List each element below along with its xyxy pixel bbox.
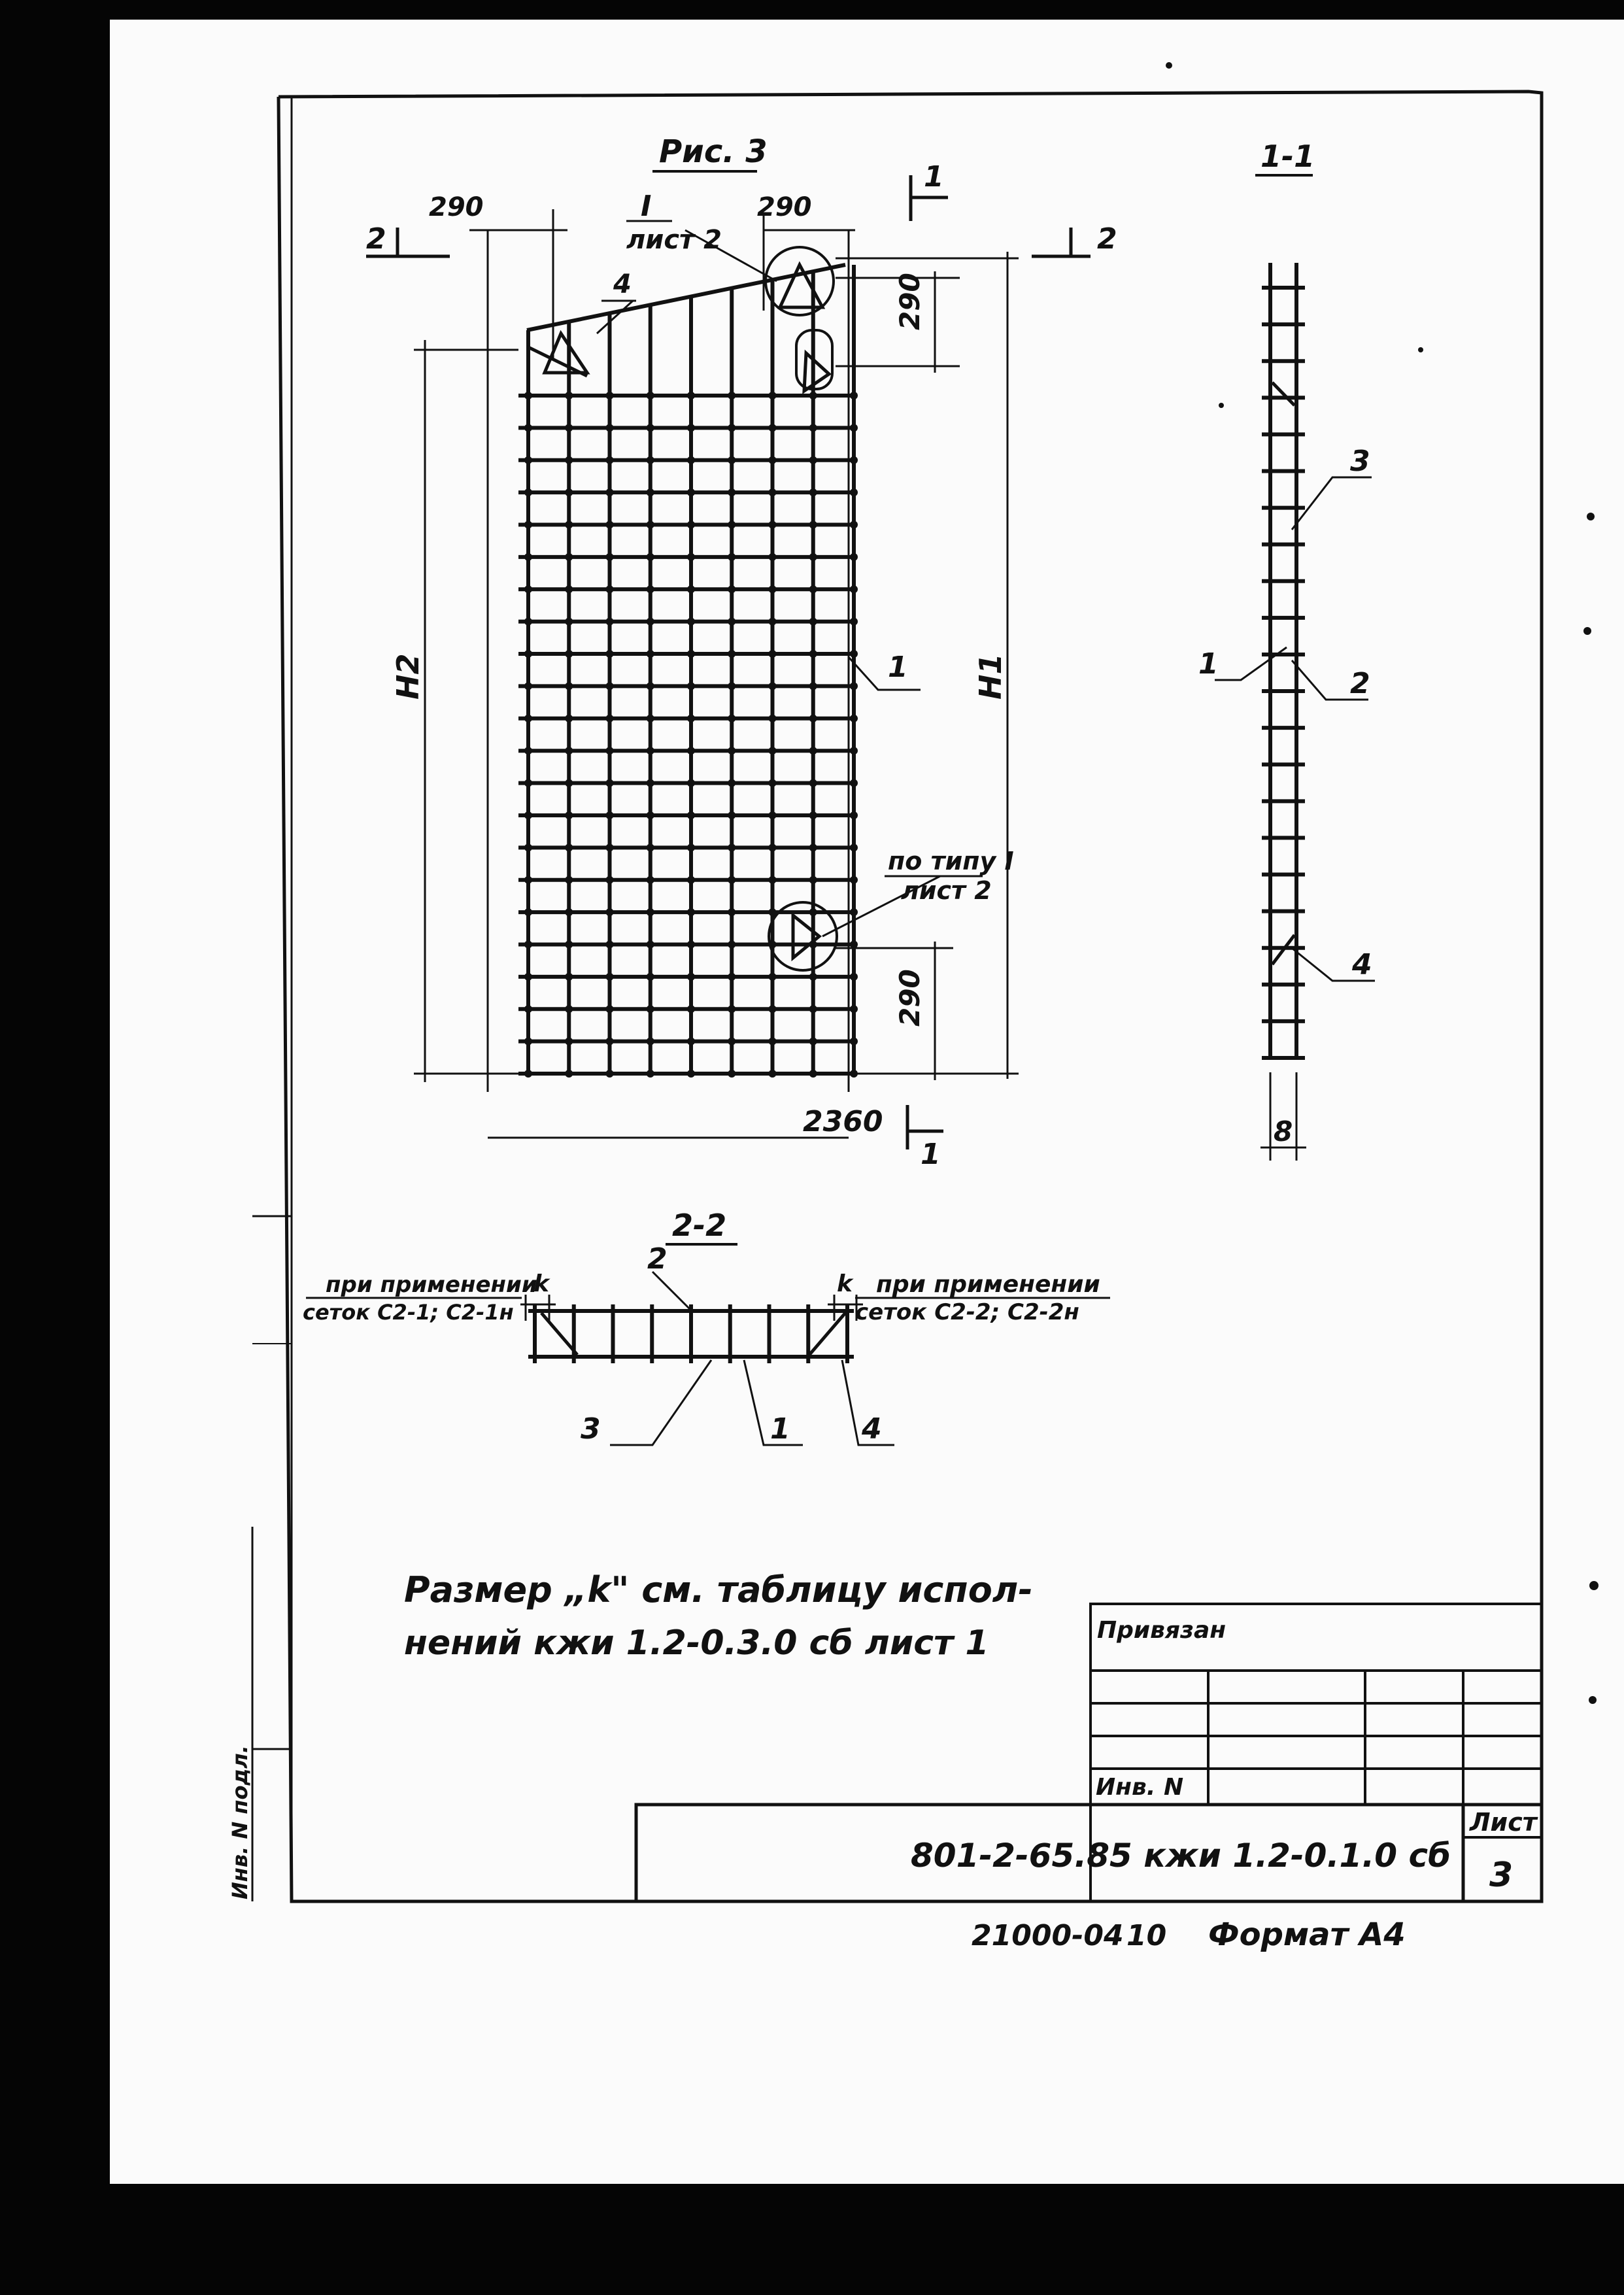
svg-text:лист 2: лист 2	[626, 225, 722, 255]
mesh-node	[809, 973, 817, 981]
mesh-node	[850, 1005, 858, 1013]
mesh-node	[606, 908, 614, 916]
footer-number: 10	[1126, 1919, 1167, 1952]
mesh-node	[524, 715, 532, 722]
mesh-node	[606, 876, 614, 884]
mesh-node	[850, 779, 858, 787]
mesh-node	[809, 1038, 817, 1046]
mesh-node	[769, 747, 777, 755]
mesh-node	[606, 1070, 614, 1078]
cut-mark-2-left	[366, 222, 450, 256]
dim-h1: Н1	[973, 653, 1008, 700]
cut-mark-1-top	[911, 160, 948, 221]
mesh-node	[809, 747, 817, 755]
mesh-node	[647, 521, 654, 529]
mesh-node	[728, 940, 736, 948]
mesh-node	[565, 650, 573, 658]
mesh-node	[728, 650, 736, 658]
stamp-inv-no: Инв. N	[1096, 1774, 1184, 1801]
mesh-node	[809, 876, 817, 884]
mesh-node	[728, 973, 736, 981]
mesh-node	[647, 488, 654, 496]
mesh-node	[769, 973, 777, 981]
mesh-node	[565, 1038, 573, 1046]
mesh-node	[606, 618, 614, 626]
svg-text:4: 4	[613, 269, 632, 299]
mesh-node	[524, 973, 532, 981]
mesh-node	[850, 747, 858, 755]
mesh-node	[687, 876, 695, 884]
mesh-node	[687, 521, 695, 529]
figure-title: Рис. 3	[659, 133, 768, 170]
mesh-node	[769, 585, 777, 593]
mesh-node	[524, 456, 532, 464]
mesh-node	[524, 1070, 532, 1078]
callout-pos-1-main	[849, 651, 921, 690]
drawing-canvas	[110, 20, 1624, 2184]
mesh-node	[647, 811, 654, 819]
mesh-node	[606, 392, 614, 400]
mesh-node	[606, 424, 614, 432]
mesh-node	[606, 843, 614, 851]
mesh-node	[769, 488, 777, 496]
section-1-1-title: 1-1	[1260, 139, 1315, 174]
mesh-node	[769, 553, 777, 561]
mesh-node	[647, 618, 654, 626]
mesh-node	[850, 488, 858, 496]
mesh-node	[687, 553, 695, 561]
mesh-node	[606, 456, 614, 464]
mesh-node	[524, 521, 532, 529]
mesh-node	[606, 940, 614, 948]
mesh-node	[524, 876, 532, 884]
mesh-node	[565, 779, 573, 787]
mesh-node	[565, 843, 573, 851]
mesh-node	[850, 682, 858, 690]
mesh-node	[647, 747, 654, 755]
mesh-node	[524, 747, 532, 755]
mesh-node	[728, 521, 736, 529]
mesh-node	[809, 779, 817, 787]
mesh-node	[769, 618, 777, 626]
mesh-node	[687, 1038, 695, 1046]
stamp-bound: Привязан	[1097, 1617, 1226, 1644]
sec22-note-left-2: сеток С2-1; С2-1н	[303, 1300, 514, 1325]
mesh-node	[565, 682, 573, 690]
mesh-node	[687, 1005, 695, 1013]
mesh-node	[728, 392, 736, 400]
mesh-node	[850, 1038, 858, 1046]
sec22-k-right: k	[837, 1270, 853, 1297]
mesh-node	[647, 456, 654, 464]
mesh-node	[809, 585, 817, 593]
mesh-node	[769, 392, 777, 400]
svg-text:лист 2: лист 2	[901, 876, 992, 905]
mesh-node	[565, 1070, 573, 1078]
mesh-node	[524, 779, 532, 787]
mesh-grid	[518, 247, 858, 1078]
mesh-node	[647, 843, 654, 851]
mesh-node	[850, 585, 858, 593]
footer-format: Формат А4	[1208, 1916, 1406, 1953]
mesh-node	[647, 585, 654, 593]
svg-text:1: 1	[888, 651, 908, 684]
mesh-node	[687, 747, 695, 755]
mesh-node	[809, 392, 817, 400]
mesh-node	[606, 521, 614, 529]
sec11-pos-4: 4	[1352, 948, 1372, 981]
cut-mark-2-right	[1032, 222, 1117, 256]
mesh-node	[850, 618, 858, 626]
mesh-node	[687, 585, 695, 593]
mesh-node	[647, 650, 654, 658]
mesh-node	[728, 488, 736, 496]
sec22-pos-1: 1	[770, 1412, 790, 1446]
sec11-pos-1: 1	[1198, 647, 1219, 681]
mesh-node	[687, 1070, 695, 1078]
mesh-node	[850, 521, 858, 529]
dim-290-right-upper: 290	[894, 273, 926, 330]
mesh-node	[850, 811, 858, 819]
mesh-node	[850, 456, 858, 464]
mesh-node	[524, 1005, 532, 1013]
mesh-node	[728, 1005, 736, 1013]
scan-specks	[1166, 62, 1599, 1704]
mesh-node	[524, 585, 532, 593]
mesh-node	[769, 1038, 777, 1046]
mesh-node	[647, 779, 654, 787]
mesh-node	[850, 715, 858, 722]
mesh-node	[565, 973, 573, 981]
mesh-node	[524, 682, 532, 690]
mesh-node	[524, 650, 532, 658]
mesh-node	[728, 747, 736, 755]
mesh-node	[647, 715, 654, 722]
mesh-node	[524, 553, 532, 561]
mesh-node	[850, 392, 858, 400]
drawing-sheet	[110, 20, 1624, 2184]
mesh-node	[687, 392, 695, 400]
mesh-node	[769, 1070, 777, 1078]
mesh-node	[769, 682, 777, 690]
mesh-node	[606, 585, 614, 593]
mesh-node	[687, 715, 695, 722]
mesh-node	[728, 618, 736, 626]
dim-290-top-right: 290	[757, 192, 812, 222]
mesh-node	[809, 650, 817, 658]
callout-pos-4-top	[597, 269, 636, 333]
mesh-node	[565, 908, 573, 916]
mesh-node	[687, 843, 695, 851]
mesh-node	[850, 650, 858, 658]
mesh-node	[769, 1005, 777, 1013]
dim-290-right-lower: 290	[894, 969, 926, 1027]
mesh-node	[524, 811, 532, 819]
mesh-node	[728, 1038, 736, 1046]
mesh-node	[524, 392, 532, 400]
mesh-node	[850, 973, 858, 981]
mesh-node	[687, 650, 695, 658]
svg-text:2: 2	[1097, 222, 1117, 256]
mesh-node	[850, 424, 858, 432]
mesh-node	[565, 618, 573, 626]
mesh-node	[524, 940, 532, 948]
mesh-node	[606, 811, 614, 819]
mesh-node	[524, 424, 532, 432]
mesh-node	[809, 456, 817, 464]
mesh-node	[606, 553, 614, 561]
mesh-node	[565, 488, 573, 496]
sec22-note-left-1: при применении	[326, 1272, 537, 1298]
mesh-node	[809, 843, 817, 851]
mesh-node	[769, 650, 777, 658]
callout-detail-I	[626, 190, 722, 255]
mesh-node	[769, 424, 777, 432]
mesh-node	[809, 715, 817, 722]
mesh-node	[606, 973, 614, 981]
mesh-node	[606, 650, 614, 658]
mesh-node	[728, 456, 736, 464]
mesh-node	[687, 779, 695, 787]
mesh-node	[687, 456, 695, 464]
mesh-node	[647, 682, 654, 690]
svg-text:1: 1	[921, 1138, 941, 1171]
mesh-node	[769, 456, 777, 464]
mesh-node	[728, 553, 736, 561]
mesh-node	[606, 1005, 614, 1013]
mesh-node	[647, 1005, 654, 1013]
mesh-node	[647, 392, 654, 400]
mesh-node	[687, 682, 695, 690]
sec22-k-left: k	[533, 1270, 549, 1297]
dim-h2: Н2	[390, 653, 426, 700]
mesh-node	[647, 940, 654, 948]
stamp-sheet-label: Лист	[1470, 1808, 1537, 1837]
mesh-node	[524, 488, 532, 496]
mesh-node	[565, 811, 573, 819]
section-1-1-view	[1215, 263, 1375, 1161]
mesh-node	[565, 747, 573, 755]
mesh-node	[809, 682, 817, 690]
mesh-node	[809, 1070, 817, 1078]
mesh-node	[524, 843, 532, 851]
mesh-node	[647, 908, 654, 916]
mesh-node	[728, 1070, 736, 1078]
sec22-pos-2: 2	[647, 1242, 668, 1276]
mesh-node	[728, 908, 736, 916]
mesh-node	[524, 618, 532, 626]
mesh-node	[565, 940, 573, 948]
svg-text:1: 1	[924, 160, 944, 194]
note-line-1: Размер „k" см. таблицу испол-	[404, 1569, 1033, 1610]
footer-code: 21000-04	[972, 1919, 1124, 1952]
note-line-2: нений кжи 1.2-0.3.0 сб лист 1	[404, 1624, 989, 1663]
mesh-node	[809, 424, 817, 432]
mesh-node	[565, 876, 573, 884]
mesh-node	[687, 488, 695, 496]
mesh-node	[809, 908, 817, 916]
mesh-node	[728, 779, 736, 787]
mesh-node	[606, 682, 614, 690]
mesh-node	[524, 908, 532, 916]
mesh-node	[809, 521, 817, 529]
mesh-node	[850, 843, 858, 851]
mesh-node	[606, 779, 614, 787]
mesh-node	[769, 876, 777, 884]
mesh-node	[769, 811, 777, 819]
svg-text:I: I	[641, 190, 652, 223]
mesh-node	[809, 1005, 817, 1013]
mesh-node	[809, 811, 817, 819]
mesh-node	[728, 876, 736, 884]
mesh-node	[850, 553, 858, 561]
mesh-node	[687, 811, 695, 819]
sec22-pos-4: 4	[862, 1412, 882, 1446]
callout-type-I	[885, 847, 1014, 905]
dim-section-width: 8	[1274, 1115, 1293, 1148]
mesh-node	[728, 715, 736, 722]
mesh-node	[769, 843, 777, 851]
mesh-node	[850, 876, 858, 884]
mesh-node	[809, 553, 817, 561]
mesh-node	[687, 908, 695, 916]
mesh-node	[647, 553, 654, 561]
mesh-node	[687, 940, 695, 948]
mesh-node	[565, 715, 573, 722]
mesh-node	[687, 618, 695, 626]
mesh-node	[687, 973, 695, 981]
mesh-node	[809, 488, 817, 496]
dimension-lines	[414, 209, 1019, 1138]
stamp-doc-code: 801-2-65.85 кжи 1.2-0.1.0 сб	[911, 1837, 1451, 1875]
mesh-node	[647, 973, 654, 981]
mesh-node	[565, 553, 573, 561]
sec22-note-right-2: сеток С2-2; С2-2н	[855, 1299, 1079, 1325]
stamp-sheet-number: 3	[1489, 1856, 1514, 1895]
sec22-note-right-1: при применении	[876, 1271, 1100, 1298]
mesh-node	[606, 747, 614, 755]
svg-text:2: 2	[366, 222, 386, 256]
mesh-node	[728, 811, 736, 819]
mesh-node	[687, 424, 695, 432]
mesh-node	[769, 715, 777, 722]
mesh-node	[647, 424, 654, 432]
mesh-node	[728, 424, 736, 432]
mesh-node	[769, 521, 777, 529]
mesh-node	[606, 1038, 614, 1046]
mesh-node	[647, 1038, 654, 1046]
mesh-node	[524, 1038, 532, 1046]
mesh-node	[809, 618, 817, 626]
mesh-node	[728, 585, 736, 593]
mesh-node	[565, 392, 573, 400]
dim-290-top-left: 290	[429, 192, 484, 222]
sec11-pos-2: 2	[1350, 667, 1370, 700]
mesh-node	[565, 1005, 573, 1013]
mesh-node	[565, 456, 573, 464]
sec22-pos-3: 3	[581, 1412, 601, 1446]
mesh-node	[565, 521, 573, 529]
mesh-node	[606, 715, 614, 722]
sec11-pos-3: 3	[1350, 445, 1370, 478]
mesh-node	[565, 424, 573, 432]
stamp-side-label: Инв. N подл.	[228, 1745, 252, 1899]
mesh-node	[850, 908, 858, 916]
mesh-node	[565, 585, 573, 593]
mesh-node	[728, 682, 736, 690]
mesh-node	[647, 1070, 654, 1078]
mesh-node	[769, 779, 777, 787]
mesh-node	[606, 488, 614, 496]
mesh-node	[728, 843, 736, 851]
section-2-2-title: 2-2	[672, 1208, 727, 1243]
mesh-node	[647, 876, 654, 884]
cut-mark-1-bottom	[907, 1105, 943, 1171]
dim-2360: 2360	[803, 1105, 883, 1138]
svg-text:по типу I: по типу I	[888, 847, 1014, 876]
